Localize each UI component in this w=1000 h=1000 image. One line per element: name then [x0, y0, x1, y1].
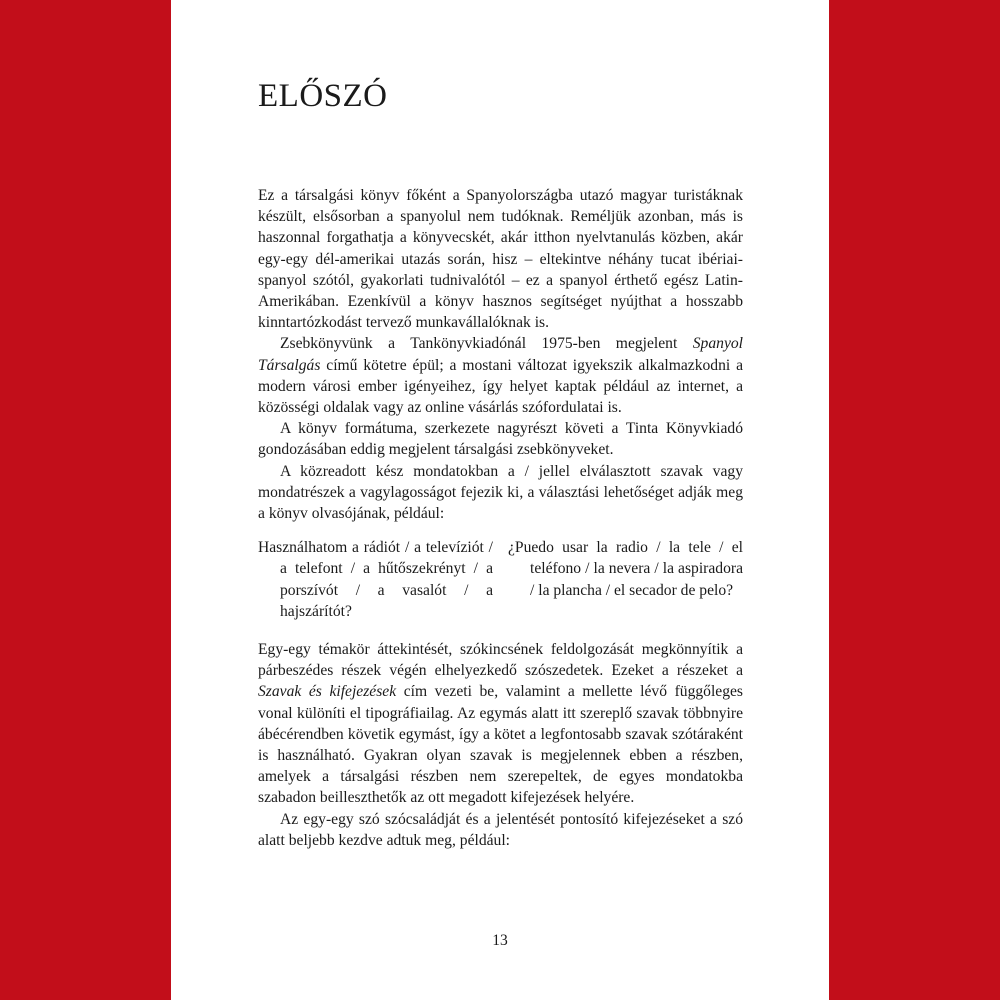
paragraph-5-part-b: cím vezeti be, valamint a mellette lévő függőleges vonal különíti el tipográfiailag. Az egymás alatt itt szereplő szavak többnyire ábécérendben követik egymást, így a kötet a legfontosabb szavak szótáraként is használható. Gyakran olyan szavak is megjelennek ebben a részben, amelyek a társalgási részben nem szerepeltek, de egyes mondatokba szabadon beilleszthetők az ott megadott kifejezések helyére.: [258, 683, 744, 807]
paragraph-3: A könyv formátuma, szerkezete nagyrészt követi a Tinta Könyvkiadó gondozásában eddig megjelent társalgási zsebkönyveket.: [258, 420, 743, 459]
body-text: [258, 185, 743, 851]
paragraph-5-italic-title: Szavak és kifejezések: [258, 683, 397, 701]
page-number: 13: [492, 932, 508, 949]
page-title: ELŐSZÓ: [258, 78, 388, 114]
example-spanish-column: [508, 537, 743, 622]
example-hungarian-column: [258, 537, 493, 622]
book-page: [171, 0, 829, 1000]
example-hungarian: Használhatom a rádiót / a televíziót / a telefont / a hűtőszekrényt / a porszívót / a vasalót / a hajszárítót?: [258, 539, 493, 620]
paragraph-5-part-a: Egy-egy témakör áttekintését, szókincsének feldolgozását megkönnyítik a párbeszédes részek végén elhelyezkedő szószedetek. Ezeket a részeket a: [258, 641, 743, 680]
paragraph-1: Ez a társalgási könyv főként a Spanyolországba utazó magyar turistáknak készült, elsősorban a spanyolul nem tudóknak. Reméljük azonban, más is haszonnal forgathatja a könyvecskét, akár itthon nyelvtanulás közben, akár egy-egy dél-amerikai utazás során, hisz – eltekintve néhány tucat ibériai-spanyol szótól, gyakorlati tudnivalótól – ez a spanyol érthető egész Latin-Amerikában. Ezenkívül a könyv hasznos segítséget nyújthat a hosszabb kinntartózkodást tervező munkavállalóknak is.: [258, 187, 743, 332]
paragraph-6: Az egy-egy szó szócsaládját és a jelentését pontosító kifejezéseket a szó alatt beljebb kezdve adtuk meg, például:: [258, 810, 743, 849]
example-spanish: ¿Puedo usar la radio / la tele / el teléfono / la nevera / la aspiradora / la plancha / el secador de pelo?: [508, 539, 743, 599]
example-sentence-pair: [258, 537, 743, 622]
paragraph-4: A közreadott kész mondatokban a / jellel elválasztott szavak vagy mondatrészek a vagylagosságot fejezik ki, a választási lehetőséget adják meg a könyv olvasójának, például:: [258, 462, 743, 523]
paragraph-2: [258, 333, 743, 418]
paragraph-2-part-b: című kötetre épül; a mostani változat igyekszik alkalmazkodni a modern városi ember igényeihez, így helyet kaptak például az internet, a közösségi oldalak vagy az online vásárlás szófordulatai is.: [258, 356, 743, 417]
paragraph-2-part-a: Zsebkönyvünk a Tankönyvkiadónál 1975-ben megjelent: [280, 335, 693, 353]
paragraph-5: [258, 639, 743, 809]
paragraph-2-italic-title: Spanyol Társalgás: [258, 335, 743, 374]
